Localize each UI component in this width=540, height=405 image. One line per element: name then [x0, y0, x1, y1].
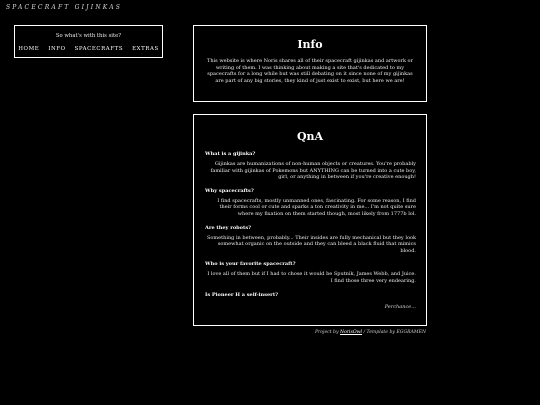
qna-answer: Gijinkas are humanizations of non-human objects or creatures. You're probably familiar with gijinkas of Pokemons but ANYTHING can be turned into a cute boy, girl, or anything in between if you're creative enough!: [210, 161, 416, 181]
qna-answer: Something in between, probably... Their insides are fully mechanical but they look somewhat organic on the outside and they can bleed a black fluid that mimics blood.: [206, 234, 416, 254]
site-title: SPACECRAFT GIJINKAS: [6, 4, 123, 11]
info-panel: [193, 25, 427, 102]
nav-link-spacecrafts[interactable]: SPACECRAFTS: [74, 46, 124, 52]
nav-link-extras[interactable]: EXTRAS: [132, 46, 159, 52]
credit-middle: / Template by: [362, 330, 397, 335]
qna-question: Who is your favorite spacecraft?: [205, 261, 296, 268]
qna-question: Is Pioneer H a self-insert?: [205, 291, 279, 298]
nav-panel: [14, 25, 163, 58]
nav-link-home[interactable]: HOME: [18, 46, 40, 52]
credit-prefix: Project by: [314, 330, 341, 335]
qna-heading: QnA: [296, 130, 324, 143]
nav-question: So what's with this site?: [55, 33, 122, 39]
qna-question: Are they robots?: [205, 224, 252, 231]
nav-link-info[interactable]: INFO: [48, 46, 66, 52]
qna-list: [205, 151, 416, 310]
qna-panel: [193, 114, 427, 326]
info-heading: Info: [297, 38, 323, 51]
qna-question: What is a gijinka?: [205, 151, 256, 157]
nav-links: [15, 46, 162, 52]
footer-credit: [315, 330, 426, 335]
author-link[interactable]: NorisOwl: [340, 330, 363, 335]
qna-answer: I love all of them but if I had to chose it would be Sputnik, James Webb, and Juice. I find those three very endearing.: [207, 271, 416, 284]
qna-answer: I find spacecrafts, mostly unmanned ones, fascinating. For some reason, I find their forms cool or cute and sparks a ton creativity in me... I'm not quite sure where my fixation on them started though, most likely from 1777b lol.: [217, 197, 416, 217]
info-text: This website is where Noris shares all of their spacecraft gijinkas and artwork or writing of them. I was thinking about making a site that's dedicated to my spacecrafts for a long while but was still debating on it since none of my gijinkas are part of any big stories, they kind of just exist to exist, but here we are!: [207, 58, 413, 84]
template-author: EGGRAMEN: [396, 330, 426, 335]
qna-more-text: Perchance...: [384, 303, 416, 310]
qna-question: Why spacecrafts?: [205, 187, 254, 194]
